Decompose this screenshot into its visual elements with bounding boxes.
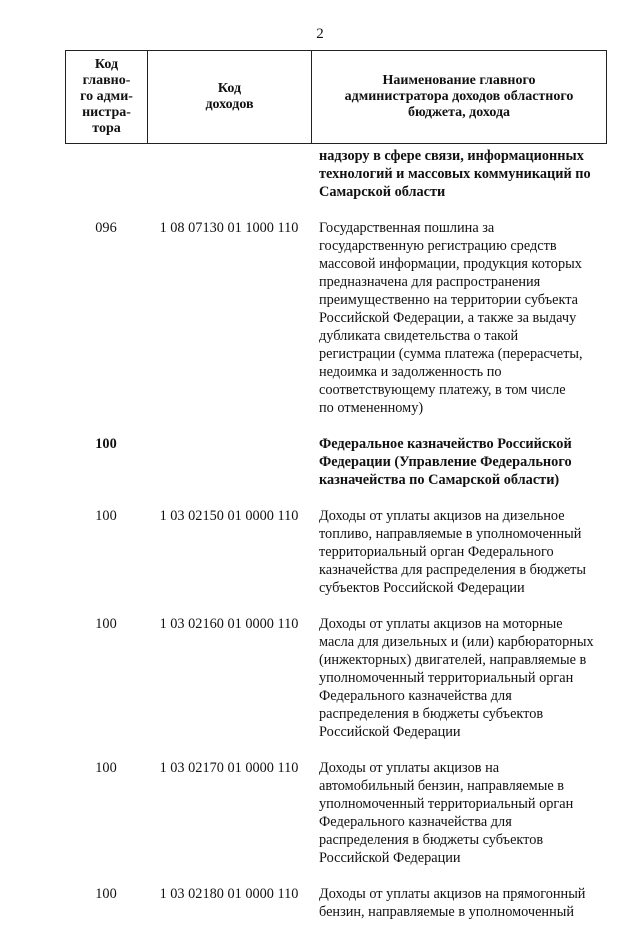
table-body [65, 147, 607, 939]
admin-code: 096 [95, 220, 117, 236]
table-row [65, 147, 607, 201]
revenue-code [147, 435, 311, 489]
admin-code: 100 [95, 436, 117, 452]
table-row [65, 507, 607, 597]
revenue-name: Доходы от уплаты акцизов на дизельное топливо, направляемые в уполномоченный территориальный орган Федерального казначейства для распределения в бюджеты субъектов Российской Федерации [319, 508, 587, 596]
header-name: Наименование главного администратора доходов областного бюджета, дохода [312, 51, 607, 143]
revenue-code: 1 03 02170 01 0000 110 [159, 760, 299, 776]
table-row [65, 885, 607, 921]
revenue-name: Доходы от уплаты акцизов на прямогонный бензин, направляемые в уполномоченный [319, 886, 586, 920]
admin-code: 100 [95, 886, 117, 902]
table-row [65, 219, 607, 417]
revenue-name: Федеральное казначейство Российской Федерации (Управление Федерального казначейства по Самарской области) [319, 436, 572, 488]
header-admin-code: Код главно- го адми- нистра- тора [66, 51, 148, 143]
revenue-name: надзору в сфере связи, информационных технологий и массовых коммуникаций по Самарской области [319, 148, 591, 200]
page-number: 2 [316, 26, 324, 42]
admin-code: 100 [95, 760, 117, 776]
table-row [65, 759, 607, 867]
revenue-code: 1 08 07130 01 1000 110 [159, 220, 299, 236]
table-row [65, 435, 607, 489]
admin-code [65, 147, 147, 201]
header-revenue-code: Код доходов [148, 51, 312, 143]
revenue-code [147, 147, 311, 201]
revenue-name: Государственная пошлина за государственную регистрацию средств массовой информации, продукция которых предназначена для распространения преимущественно на территории субъекта Российской Федерации, а также за выдачу дубликата свидетельства о такой регистрации (сумма платежа (перерасчеты, недоимка и задолженность по соответствующему платежу, в том числе по отмененному) [319, 220, 583, 416]
revenue-name: Доходы от уплаты акцизов на моторные масла для дизельных и (или) карбюраторных (инжекторных) двигателей, направляемые в уполномоченный территориальный орган Федерального казначейства для распределения в бюджеты субъектов Российской Федерации [319, 616, 594, 740]
revenue-name: Доходы от уплаты акцизов на автомобильный бензин, направляемые в уполномоченный территориальный орган Федерального казначейства для распределения в бюджеты субъектов Российской Федерации [319, 760, 574, 866]
table-header [65, 50, 607, 144]
admin-code: 100 [95, 508, 117, 524]
revenue-code: 1 03 02150 01 0000 110 [159, 508, 299, 524]
revenue-code: 1 03 02160 01 0000 110 [159, 616, 299, 632]
admin-code: 100 [95, 616, 117, 632]
revenue-code: 1 03 02180 01 0000 110 [159, 886, 299, 902]
table-row [65, 615, 607, 741]
